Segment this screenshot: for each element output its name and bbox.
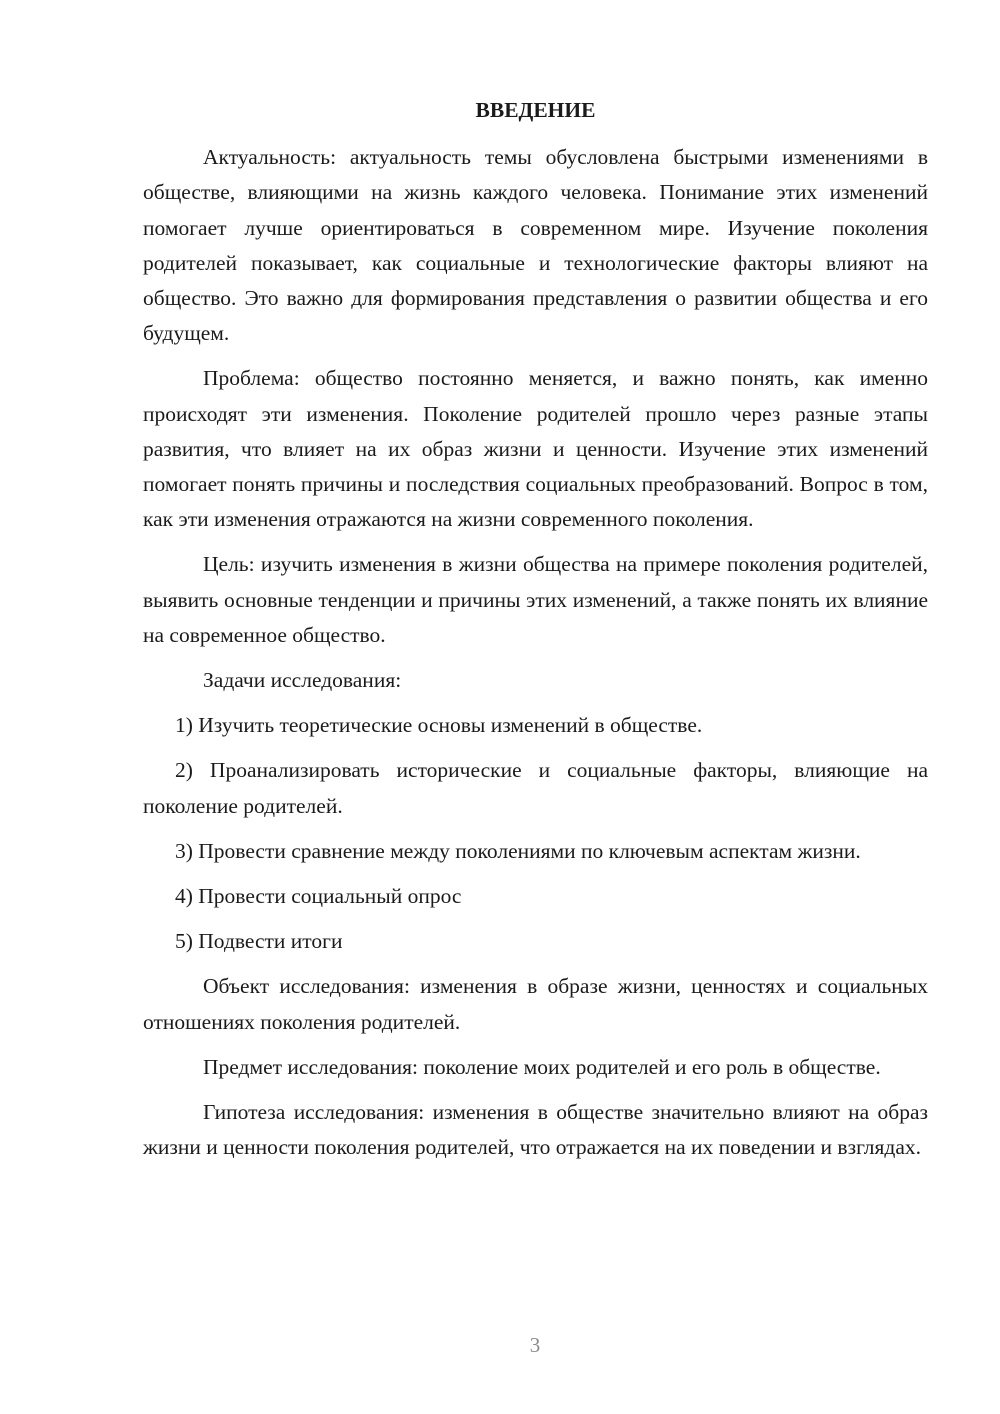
goal-paragraph: Цель: изучить изменения в жизни общества на примере поколения родителей, выявить основные тенденции и причины этих изменений, а также понять их влияние на современное общество. [143,552,928,647]
page-number: 3 [529,1333,541,1357]
relevance-paragraph: Актуальность: актуальность темы обусловлена быстрыми изменениями в обществе, влияющими на жизнь каждого человека. Понимание этих изменений помогает лучше ориентироваться в современном мире. Изучение поколения родителей показывает, как социальные и технологические факторы влияют на общество. Это важно для формирования представления о развитии общества и его будущем. [143,145,928,346]
hypothesis-paragraph: Гипотеза исследования: изменения в обществе значительно влияют на образ жизни и ценности поколения родителей, что отражается на их поведении и взглядах. [143,1100,928,1160]
object-paragraph: Объект исследования: изменения в образе жизни, ценностях и социальных отношениях поколения родителей. [143,974,928,1034]
task-item: 5) Подвести итоги [175,929,343,954]
task-item: 1) Изучить теоретические основы изменений в обществе. [175,713,703,738]
task-item: 2) Проанализировать исторические и социальные факторы, влияющие на поколение родителей. [143,758,928,818]
subject-paragraph: Предмет исследования: поколение моих родителей и его роль в обществе. [203,1054,881,1079]
document-body [143,93,928,1175]
page-title: ВВЕДЕНИЕ [475,98,596,122]
task-item: 3) Провести сравнение между поколениями по ключевым аспектам жизни. [175,838,861,863]
task-item: 4) Провести социальный опрос [175,884,462,909]
tasks-heading: Задачи исследования: [203,668,402,693]
problem-paragraph: Проблема: общество постоянно меняется, и важно понять, как именно происходят эти изменения. Поколение родителей прошло через разные этапы развития, что влияет на их образ жизни и ценности. Изучение этих изменений помогает понять причины и последствия социальных преобразований. Вопрос в том, как эти изменения отражаются на жизни современного поколения. [143,366,928,532]
